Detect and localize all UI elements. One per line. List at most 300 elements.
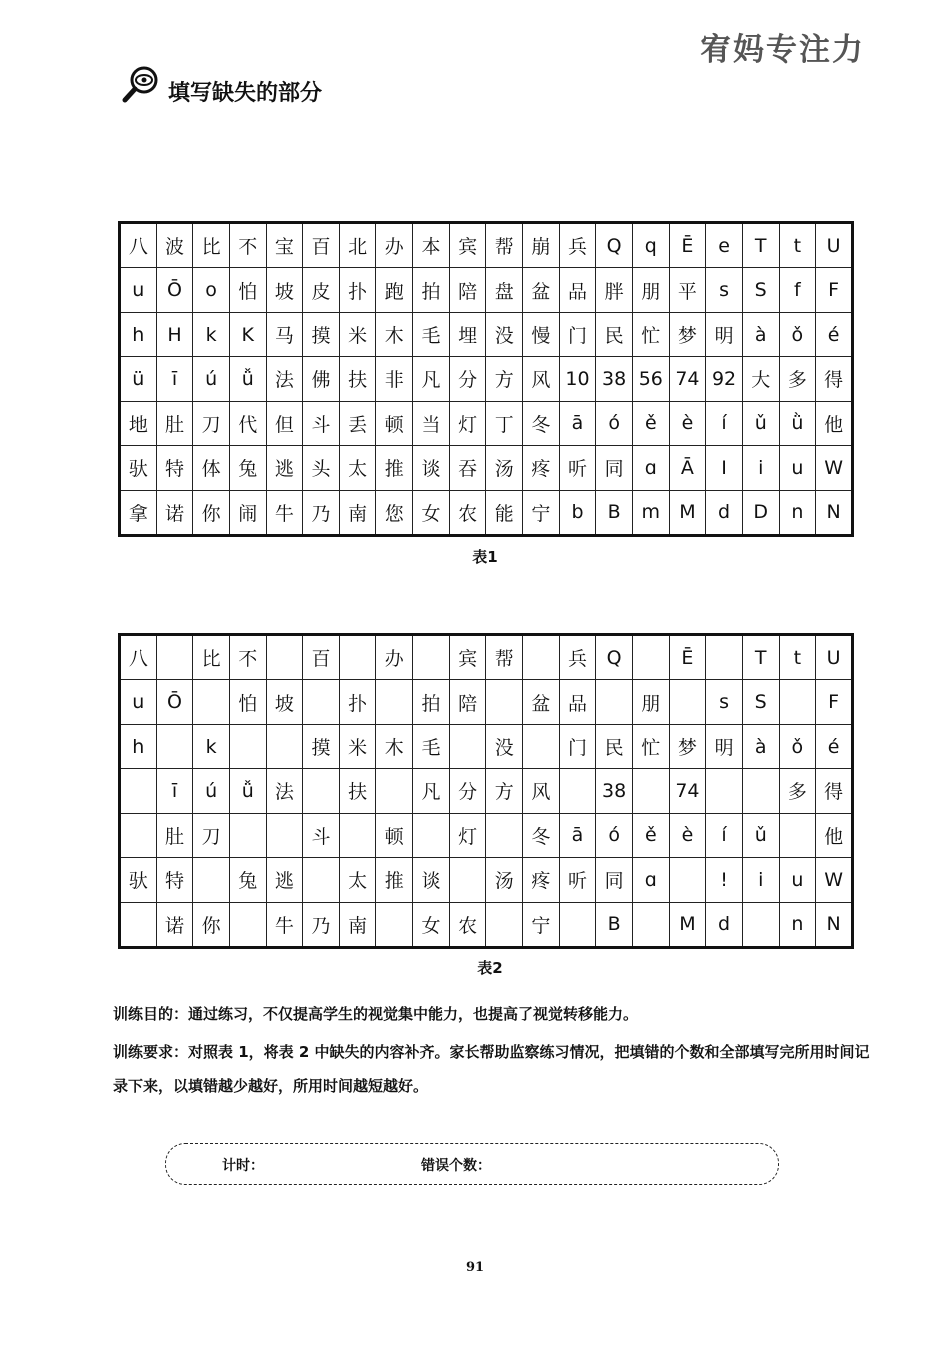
table-cell: Ē	[669, 635, 706, 680]
table-cell: 农	[449, 490, 486, 535]
table-cell: Q	[596, 635, 633, 680]
table-cell: 平	[669, 268, 706, 312]
table-cell[interactable]	[120, 769, 157, 813]
table-cell: Q	[596, 223, 633, 268]
table-cell: 汤	[486, 858, 523, 902]
table-cell: 门	[559, 724, 596, 768]
table-row	[120, 401, 853, 445]
table-cell: N	[816, 902, 853, 947]
table-cell: d	[706, 902, 743, 947]
table-cell: 38	[596, 769, 633, 813]
table-cell: 米	[339, 312, 376, 356]
table-cell: 陪	[449, 268, 486, 312]
table-cell: 不	[229, 223, 266, 268]
table-cell: 疼	[523, 446, 560, 490]
table-cell: 农	[449, 902, 486, 947]
table-cell: 刀	[193, 401, 230, 445]
table-cell: d	[706, 490, 743, 535]
table-cell: ǚ	[229, 357, 266, 401]
table-cell: 木	[376, 724, 413, 768]
table-cell: ī	[156, 769, 193, 813]
table-row	[120, 268, 853, 312]
table-cell: N	[816, 490, 853, 535]
table-cell: 逃	[266, 446, 303, 490]
table-cell[interactable]	[486, 813, 523, 857]
table-cell: 皮	[303, 268, 340, 312]
table-cell: 74	[669, 357, 706, 401]
table-cell: 方	[486, 357, 523, 401]
table-row	[120, 724, 853, 768]
table-cell: ǚ	[229, 769, 266, 813]
table-cell: 摸	[303, 724, 340, 768]
table-cell: 灯	[449, 813, 486, 857]
table-cell: 不	[229, 635, 266, 680]
table-cell: 办	[376, 223, 413, 268]
table-cell: 他	[816, 813, 853, 857]
table-cell: 马	[266, 312, 303, 356]
table-cell: o	[193, 268, 230, 312]
table-cell: t	[779, 635, 816, 680]
table-cell: 丁	[486, 401, 523, 445]
table-cell[interactable]	[303, 769, 340, 813]
table-cell: 宾	[449, 635, 486, 680]
table-cell: 乃	[303, 490, 340, 535]
table-cell: ó	[596, 401, 633, 445]
table-cell[interactable]	[229, 813, 266, 857]
record-box	[165, 1143, 779, 1185]
table-cell[interactable]	[669, 680, 706, 724]
table-cell: 能	[486, 490, 523, 535]
table-cell: 陪	[449, 680, 486, 724]
table-cell: 女	[413, 490, 450, 535]
table-cell: 宾	[449, 223, 486, 268]
table-cell: 地	[120, 401, 157, 445]
table-cell[interactable]	[523, 724, 560, 768]
table-cell: 八	[120, 223, 157, 268]
table-cell: 兔	[229, 858, 266, 902]
table-cell: 38	[596, 357, 633, 401]
table-cell: 头	[303, 446, 340, 490]
table-cell: u	[120, 268, 157, 312]
table-cell: 风	[523, 769, 560, 813]
table-cell: 乃	[303, 902, 340, 947]
table-cell: 方	[486, 769, 523, 813]
table-cell: 太	[339, 858, 376, 902]
table-cell: 风	[523, 357, 560, 401]
table-cell: 56	[632, 357, 669, 401]
table-cell: 同	[596, 446, 633, 490]
table-cell: 听	[559, 858, 596, 902]
table-cell: ɑ	[632, 446, 669, 490]
table-cell: 没	[486, 724, 523, 768]
table-cell: 本	[413, 223, 450, 268]
table-cell: ǔ	[742, 813, 779, 857]
table-cell: ā	[559, 813, 596, 857]
table-cell: 牛	[266, 490, 303, 535]
page-number: 91	[465, 1260, 485, 1275]
table-cell: 您	[376, 490, 413, 535]
table-cell[interactable]	[156, 724, 193, 768]
table-cell: 牛	[266, 902, 303, 947]
table-cell: 拍	[413, 680, 450, 724]
table-cell: T	[742, 223, 779, 268]
table-cell: s	[706, 680, 743, 724]
table-cell: I	[706, 446, 743, 490]
table-cell[interactable]	[120, 813, 157, 857]
table-cell: 忙	[632, 724, 669, 768]
brand-title: 宥妈专注力	[700, 32, 865, 68]
table-cell: 兔	[229, 446, 266, 490]
page-title: 填写缺失的部分	[168, 81, 323, 106]
table-cell[interactable]	[632, 635, 669, 680]
table-cell: n	[779, 902, 816, 947]
table-cell: ī	[156, 357, 193, 401]
table-cell: t	[779, 223, 816, 268]
table-cell: 百	[303, 223, 340, 268]
table-row	[120, 813, 853, 857]
table-cell: 坡	[266, 680, 303, 724]
table-cell: 米	[339, 724, 376, 768]
table-cell: h	[120, 724, 157, 768]
table-cell: 埋	[449, 312, 486, 356]
table-cell: 得	[816, 357, 853, 401]
table-cell: 同	[596, 858, 633, 902]
table-cell: 盆	[523, 680, 560, 724]
table-cell: 疼	[523, 858, 560, 902]
table-cell: K	[229, 312, 266, 356]
table-cell: T	[742, 635, 779, 680]
table-cell: 扑	[339, 680, 376, 724]
table-cell: 胖	[596, 268, 633, 312]
table-cell: 梦	[669, 312, 706, 356]
table-cell: 推	[376, 446, 413, 490]
table-cell: 办	[376, 635, 413, 680]
table-cell[interactable]	[596, 680, 633, 724]
table-cell: 品	[559, 680, 596, 724]
table-row	[120, 312, 853, 356]
table-cell: è	[669, 813, 706, 857]
table-cell: 兵	[559, 223, 596, 268]
table-cell: ú	[193, 769, 230, 813]
table-cell: ě	[632, 401, 669, 445]
table-cell: é	[816, 724, 853, 768]
error-count-label: 错误个数：	[421, 1158, 491, 1174]
table-cell: 南	[339, 490, 376, 535]
table-cell: 诺	[156, 902, 193, 947]
table-cell: í	[706, 813, 743, 857]
table-cell[interactable]	[266, 724, 303, 768]
table-cell: 92	[706, 357, 743, 401]
table-cell: u	[120, 680, 157, 724]
table-cell[interactable]	[523, 635, 560, 680]
table-cell[interactable]	[229, 902, 266, 947]
table-cell: 闹	[229, 490, 266, 535]
table-row	[120, 357, 853, 401]
table-cell[interactable]	[120, 902, 157, 947]
table-cell[interactable]	[449, 858, 486, 902]
table-cell: 顿	[376, 401, 413, 445]
table-cell: 丢	[339, 401, 376, 445]
magnifier-eye-icon	[122, 64, 162, 104]
table-cell[interactable]	[742, 902, 779, 947]
table-cell[interactable]	[266, 635, 303, 680]
table-cell[interactable]	[376, 769, 413, 813]
table-cell: 法	[266, 357, 303, 401]
table-cell[interactable]	[229, 724, 266, 768]
table-cell: k	[193, 724, 230, 768]
table-cell: ǜ	[779, 401, 816, 445]
table-cell: !	[706, 858, 743, 902]
table-cell: 谈	[413, 446, 450, 490]
table-cell: 民	[596, 724, 633, 768]
table-cell[interactable]	[486, 680, 523, 724]
table-cell: e	[706, 223, 743, 268]
table1-caption: 表1	[472, 548, 498, 566]
table-cell: 你	[193, 902, 230, 947]
table-cell: 代	[229, 401, 266, 445]
table-cell: F	[816, 680, 853, 724]
training-purpose: 训练目的：通过练习，不仅提高学生的视觉集中能力，也提高了视觉转移能力。	[113, 1005, 639, 1023]
table-cell: s	[706, 268, 743, 312]
table-cell: 肚	[156, 401, 193, 445]
table-cell: u	[779, 446, 816, 490]
table-row	[120, 680, 853, 724]
table-row	[120, 446, 853, 490]
table-cell: 怕	[229, 268, 266, 312]
table-cell[interactable]	[779, 680, 816, 724]
timer-label: 计时：	[222, 1158, 264, 1174]
exercise-table	[118, 633, 854, 949]
table-cell: 没	[486, 312, 523, 356]
table-cell: 凡	[413, 769, 450, 813]
table-cell: 灯	[449, 401, 486, 445]
table-cell: 崩	[523, 223, 560, 268]
table-cell: ü	[120, 357, 157, 401]
table-cell[interactable]	[669, 858, 706, 902]
table-cell: U	[816, 223, 853, 268]
table-cell[interactable]	[193, 680, 230, 724]
table-cell[interactable]	[376, 902, 413, 947]
table-cell: 摸	[303, 312, 340, 356]
table-cell: 冬	[523, 813, 560, 857]
table-cell: 民	[596, 312, 633, 356]
table-cell: 特	[156, 858, 193, 902]
table-cell[interactable]	[339, 635, 376, 680]
table-cell: M	[669, 490, 706, 535]
table-cell: 斗	[303, 401, 340, 445]
table-cell[interactable]	[559, 769, 596, 813]
table-cell[interactable]	[449, 724, 486, 768]
table-row	[120, 490, 853, 535]
table-cell: Ō	[156, 680, 193, 724]
table-cell[interactable]	[376, 680, 413, 724]
table-cell: í	[706, 401, 743, 445]
table-cell: à	[742, 312, 779, 356]
table-cell: 分	[449, 769, 486, 813]
table-cell: 谈	[413, 858, 450, 902]
table-cell: 拿	[120, 490, 157, 535]
table-cell: 朋	[632, 680, 669, 724]
table-cell: ě	[632, 813, 669, 857]
table-cell: 听	[559, 446, 596, 490]
table-cell: 毛	[413, 724, 450, 768]
table-cell: i	[742, 446, 779, 490]
table-cell: ɑ	[632, 858, 669, 902]
table-cell: 梦	[669, 724, 706, 768]
table-cell: 宝	[266, 223, 303, 268]
table-cell: 扶	[339, 769, 376, 813]
table-cell: 但	[266, 401, 303, 445]
table-cell: è	[669, 401, 706, 445]
table-cell: é	[816, 312, 853, 356]
table-cell: 分	[449, 357, 486, 401]
table-cell: 顿	[376, 813, 413, 857]
table-cell: 宁	[523, 902, 560, 947]
table-cell: 汤	[486, 446, 523, 490]
table-cell: 驮	[120, 858, 157, 902]
table-cell: 驮	[120, 446, 157, 490]
table-cell[interactable]	[779, 813, 816, 857]
table-cell: ó	[596, 813, 633, 857]
table-cell: 太	[339, 446, 376, 490]
table-cell: ǒ	[779, 724, 816, 768]
table-cell: 女	[413, 902, 450, 947]
table-cell: 百	[303, 635, 340, 680]
table-row	[120, 223, 853, 268]
table-cell: 明	[706, 724, 743, 768]
table-cell[interactable]	[413, 635, 450, 680]
table-cell[interactable]	[413, 813, 450, 857]
table-cell: 冬	[523, 401, 560, 445]
table-cell[interactable]	[559, 902, 596, 947]
table-cell: i	[742, 858, 779, 902]
table-cell: 10	[559, 357, 596, 401]
table-cell: 拍	[413, 268, 450, 312]
table-cell: 比	[193, 635, 230, 680]
table-row	[120, 902, 853, 947]
table-cell: 木	[376, 312, 413, 356]
table-cell: D	[742, 490, 779, 535]
table-cell: ā	[559, 401, 596, 445]
table-cell: ǒ	[779, 312, 816, 356]
table-row	[120, 635, 853, 680]
table-cell: 扑	[339, 268, 376, 312]
table-cell: 多	[779, 769, 816, 813]
table-cell: 怕	[229, 680, 266, 724]
table-cell: W	[816, 858, 853, 902]
table-cell[interactable]	[156, 635, 193, 680]
table-cell: ú	[193, 357, 230, 401]
table-cell: S	[742, 268, 779, 312]
table-cell: ǔ	[742, 401, 779, 445]
table-cell: 非	[376, 357, 413, 401]
table-cell: q	[632, 223, 669, 268]
table-row	[120, 858, 853, 902]
table-cell: f	[779, 268, 816, 312]
table-cell: h	[120, 312, 157, 356]
table-cell: 毛	[413, 312, 450, 356]
reference-table	[118, 221, 854, 537]
table-cell: 佛	[303, 357, 340, 401]
table-cell: 慢	[523, 312, 560, 356]
table-cell: M	[669, 902, 706, 947]
table-cell: 肚	[156, 813, 193, 857]
table-cell: à	[742, 724, 779, 768]
table-cell: 体	[193, 446, 230, 490]
table-cell[interactable]	[706, 635, 743, 680]
table-cell: 帮	[486, 635, 523, 680]
table-cell: u	[779, 858, 816, 902]
table-cell: U	[816, 635, 853, 680]
table-cell: 波	[156, 223, 193, 268]
table-cell: 刀	[193, 813, 230, 857]
table-cell[interactable]	[742, 769, 779, 813]
table-cell: 诺	[156, 490, 193, 535]
table-cell[interactable]	[706, 769, 743, 813]
table-cell: 得	[816, 769, 853, 813]
table-cell: 法	[266, 769, 303, 813]
table-cell: k	[193, 312, 230, 356]
table-cell[interactable]	[303, 680, 340, 724]
table-cell: 南	[339, 902, 376, 947]
table-cell[interactable]	[303, 858, 340, 902]
table-cell: B	[596, 902, 633, 947]
table-cell[interactable]	[632, 902, 669, 947]
table-cell: 多	[779, 357, 816, 401]
table-cell: 他	[816, 401, 853, 445]
table-cell: 盘	[486, 268, 523, 312]
table-cell: 特	[156, 446, 193, 490]
table-cell: 大	[742, 357, 779, 401]
table-cell: 跑	[376, 268, 413, 312]
table-cell: 坡	[266, 268, 303, 312]
table-cell[interactable]	[339, 813, 376, 857]
table-cell: m	[632, 490, 669, 535]
table-cell: 斗	[303, 813, 340, 857]
table-cell: b	[559, 490, 596, 535]
table-cell: F	[816, 268, 853, 312]
table-cell: 吞	[449, 446, 486, 490]
table-cell: 比	[193, 223, 230, 268]
table-cell: H	[156, 312, 193, 356]
table-cell: W	[816, 446, 853, 490]
table-cell[interactable]	[486, 902, 523, 947]
table-cell: 朋	[632, 268, 669, 312]
table-cell: 宁	[523, 490, 560, 535]
table-cell: B	[596, 490, 633, 535]
table-cell: 品	[559, 268, 596, 312]
table-cell: 凡	[413, 357, 450, 401]
table-cell[interactable]	[632, 769, 669, 813]
table-cell: n	[779, 490, 816, 535]
table-cell: Ē	[669, 223, 706, 268]
table-row	[120, 769, 853, 813]
table-cell: 扶	[339, 357, 376, 401]
table-cell: Ā	[669, 446, 706, 490]
table2-caption: 表2	[477, 959, 503, 977]
table-cell[interactable]	[193, 858, 230, 902]
table-cell: 明	[706, 312, 743, 356]
table-cell: 推	[376, 858, 413, 902]
table-cell: 门	[559, 312, 596, 356]
table-cell[interactable]	[266, 813, 303, 857]
table-cell: 兵	[559, 635, 596, 680]
table-cell: 当	[413, 401, 450, 445]
table-cell: 忙	[632, 312, 669, 356]
table-cell: 帮	[486, 223, 523, 268]
table-cell: S	[742, 680, 779, 724]
table-cell: 北	[339, 223, 376, 268]
